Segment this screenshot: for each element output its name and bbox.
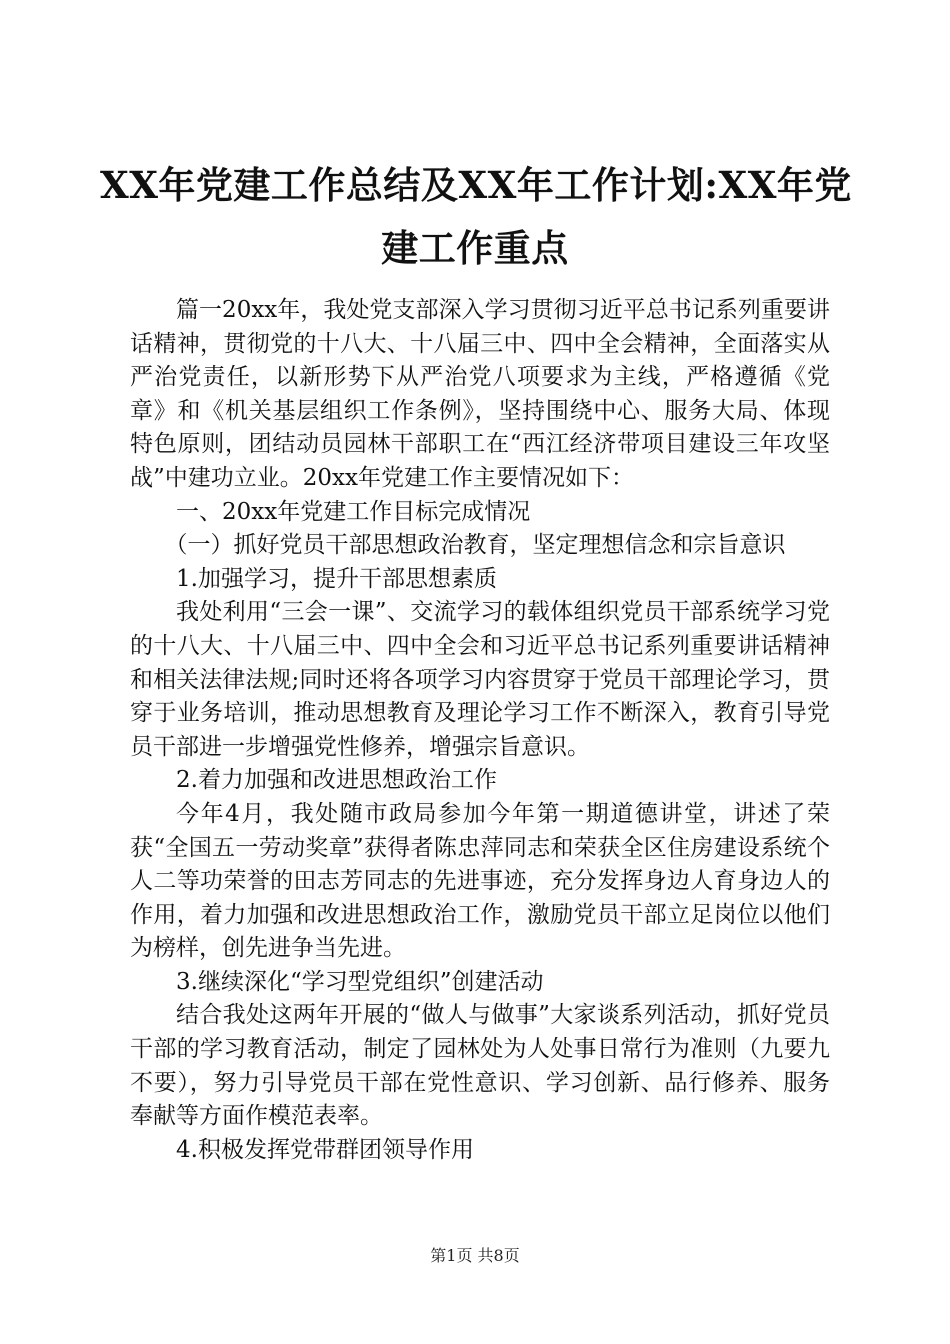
item-heading-4: 4.积极发挥党带群团领导作用 [176,1136,474,1163]
page-footer: 第1页 共8页 [430,1246,520,1265]
document-title-line-2: 建工作重点 [381,226,569,270]
paragraph-item-2: 今年4月，我处随市政局参加今年第一期道德讲堂，讲述了荣获“全国五一劳动奖章”获得者陈忠萍同志和荣获全区住房建设系统个人二等功荣誉的田志芳同志的先进事迹，充分发挥身边人育身边人的作用，着力加强和改进思想政治工作，激励党员干部立足岗位以他们为榜样，创先进争当先进。 [130,800,830,962]
item-heading-1: 1.加强学习，提升干部思想素质 [176,565,497,592]
item-heading-2: 2.着力加强和改进思想政治工作 [176,767,497,794]
paragraph-item-1: 我处利用“三会一课”、交流学习的载体组织党员干部系统学习党的十八大、十八届三中、四中全会和习近平总书记系列重要讲话精神和相关法律法规;同时还将各项学习内容贯穿于党员干部理论学习，贯穿于业务培训，推动思想教育及理论学习工作不断深入，教育引导党员干部进一步增强党性修养，增强宗旨意识。 [130,599,830,760]
paragraph-item-3: 结合我处这两年开展的“做人与做事”大家谈系列活动，抓好党员干部的学习教育活动，制定了园林处为人处事日常行为准则（九要九不要），努力引导党员干部在党性意识、学习创新、品行修养、服务奉献等方面作模范表率。 [130,1002,830,1130]
section-heading-1: 一、20xx年党建工作目标完成情况 [176,498,531,525]
item-heading-3: 3.继续深化“学习型党组织”创建活动 [176,968,544,995]
paragraph-intro: 篇一20xx年，我处党支部深入学习贯彻习近平总书记系列重要讲话精神，贯彻党的十八大、十八届三中、四中全会精神，全面落实从严治党责任，以新形势下从严治党八项要求为主线，严格遵循《党章》和《机关基层组织工作条例》，坚持围绕中心、服务大局、体现特色原则，团结动员园林干部职工在“西江经济带项目建设三年攻坚战”中建功立业。20xx年党建工作主要情况如下： [130,297,830,491]
document-title-line-1: XX年党建工作总结及XX年工作计划:XX年党 [100,163,852,207]
subsection-heading-1: （一）抓好党员干部思想政治教育，坚定理想信念和宗旨意识 [164,532,786,559]
document-body [130,294,830,1167]
